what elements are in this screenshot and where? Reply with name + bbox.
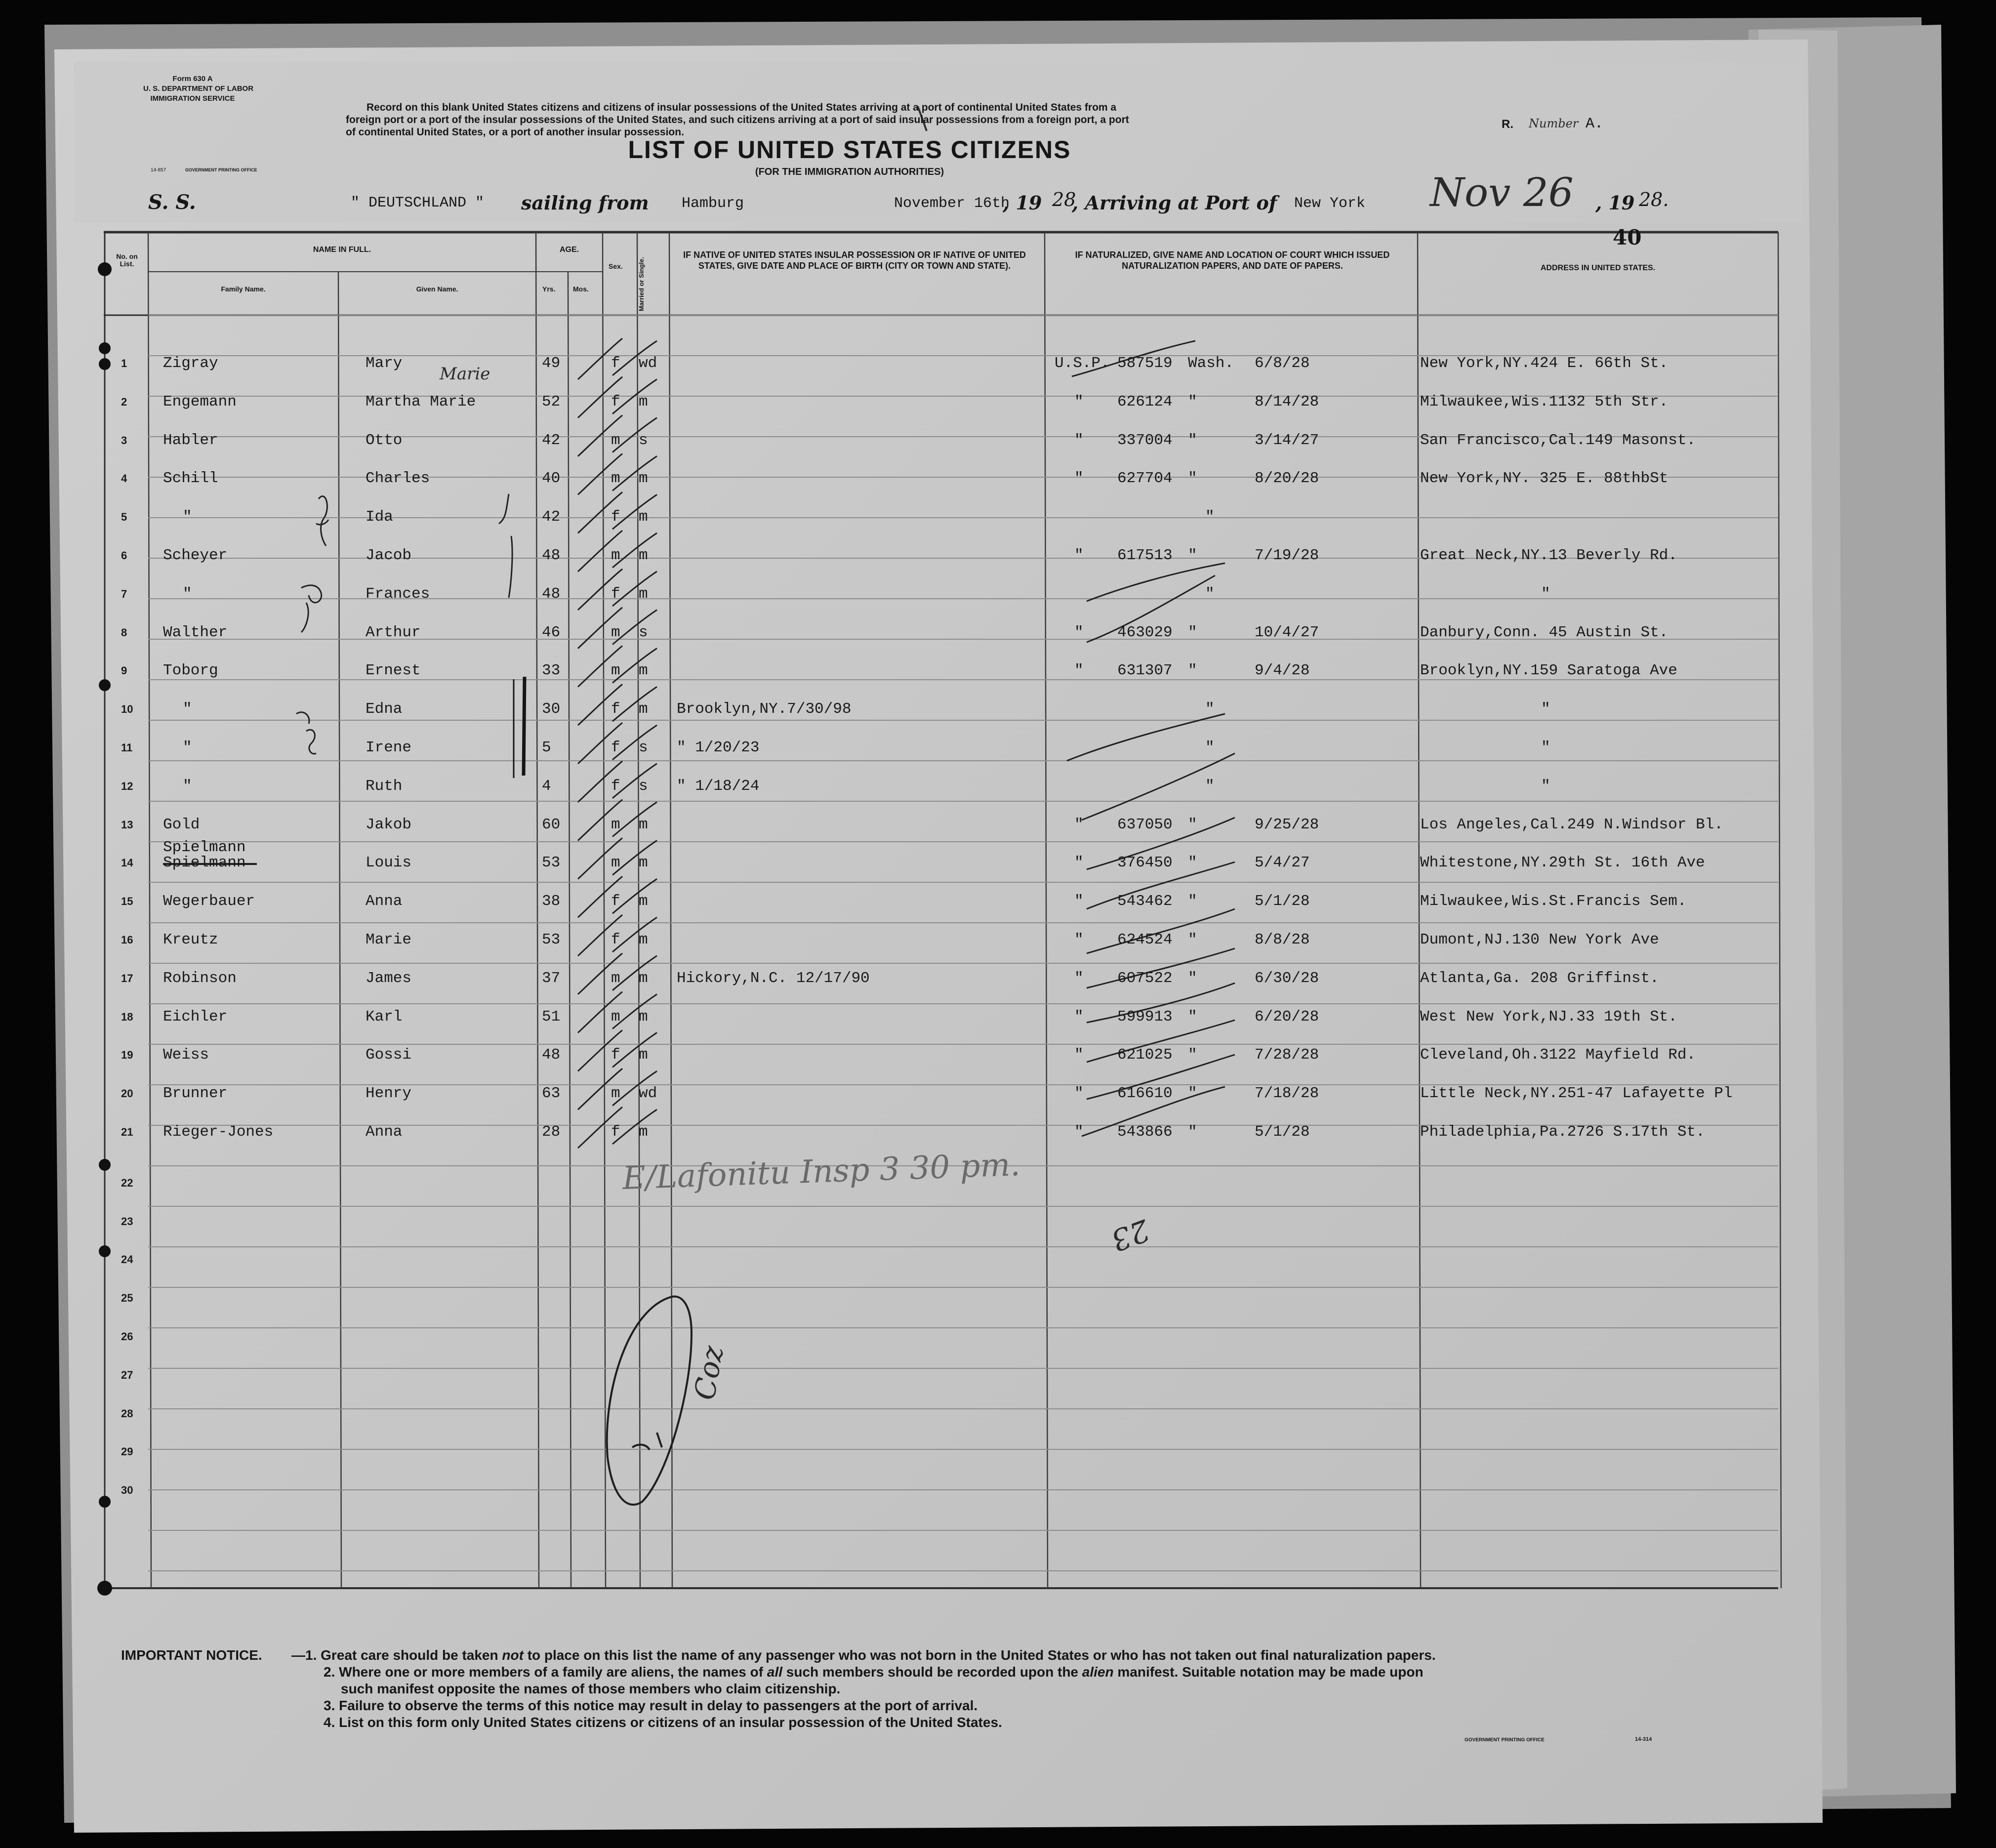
cell-family: Robinson (163, 969, 237, 987)
cell-address: Milwaukee,Wis.1132 5th Str. (1420, 393, 1669, 411)
cell-family: Habler (163, 431, 218, 449)
cell-given: Anna (366, 893, 403, 910)
footer-code: 14-314 (1635, 1736, 1652, 1742)
empty-row-number: 25 (121, 1292, 133, 1305)
cell-date: 8/8/28 (1255, 931, 1310, 948)
circle-mark-text: Coz (687, 1343, 730, 1402)
number-label: Number (1529, 117, 1579, 130)
cell-date: 5/1/28 (1255, 893, 1310, 910)
cell-given: Henry (366, 1085, 412, 1103)
cell-date: 9/4/28 (1255, 662, 1310, 680)
cell-birth: " 1/18/24 (677, 777, 760, 795)
cell-cert: " (1205, 739, 1215, 756)
cell-court: " (1074, 1085, 1084, 1103)
cell-family: " (183, 777, 192, 795)
cell-given: Frances (366, 585, 430, 603)
cell-family: Wegerbauer (163, 893, 255, 910)
notice-item (324, 1665, 1424, 1679)
cell-given: Ida (366, 508, 393, 526)
cell-family: Gold (163, 816, 200, 833)
notice-text: manifest. Suitable notation may be made upon (1113, 1664, 1424, 1680)
cell-age: 52 (542, 393, 561, 411)
cell-court2: " (1188, 1123, 1197, 1141)
cell-date: 6/8/28 (1255, 355, 1310, 372)
cell-ms: m (639, 585, 648, 603)
cell-family: Brunner (163, 1085, 228, 1103)
cell-sex: m (611, 1085, 620, 1103)
cell-given: Mary (366, 355, 403, 372)
cell-age: 5 (542, 739, 551, 756)
cell-address: Milwaukee,Wis.St.Francis Sem. (1420, 893, 1687, 910)
cell-court2: " (1188, 893, 1197, 910)
cell-date: 9/25/28 (1255, 816, 1319, 833)
footer-printing-office: GOVERNMENT PRINTING OFFICE (1465, 1737, 1545, 1743)
cell-ms: m (639, 969, 648, 987)
row-number: 7 (121, 587, 127, 600)
cell-given: James (366, 969, 412, 987)
notice-item-number: 2. (324, 1664, 339, 1680)
cell-sex: m (611, 623, 620, 641)
cell-cert: 587519 (1117, 355, 1173, 372)
cell-family: Schill (163, 470, 218, 488)
year-prefix-2: , 19 (1595, 192, 1635, 214)
cell-court2: " (1188, 662, 1197, 680)
page-number: 40 (1613, 225, 1642, 249)
year-suffix-1: 28 (1052, 189, 1076, 210)
cell-ms: s (639, 739, 648, 756)
cell-age: 40 (542, 470, 561, 488)
cell-age: 37 (542, 969, 561, 987)
col-mos: Mos. (573, 285, 589, 293)
cell-address: Dumont,NJ.130 New York Ave (1420, 931, 1659, 948)
instruction-text: Record on this blank United States citizens and citizens of insular possessions of the United States arriving at a port of continental United States from a foreign port or a port of the insular possessions of the United States, and such citizens arriving at a port of said insular possessions from a foreign port, a port of continental United States, or a port of another insular possession. (346, 102, 1129, 138)
empty-row-number: 22 (121, 1176, 133, 1189)
row-number: 20 (121, 1087, 133, 1100)
cell-family: Eichler (163, 1008, 228, 1026)
cell-cert: 616610 (1117, 1085, 1173, 1103)
cell-sex: f (611, 355, 620, 372)
empty-row-number: 26 (121, 1330, 133, 1343)
cell-sex: m (611, 470, 620, 488)
cell-age: 51 (542, 1008, 561, 1026)
cell-given: Irene (366, 739, 412, 756)
cell-family: Weiss (163, 1046, 209, 1064)
col-address: ADDRESS IN UNITED STATES. (1540, 264, 1656, 272)
cell-ms: m (639, 547, 648, 564)
cell-birth: " 1/20/23 (677, 739, 760, 756)
cell-court2: " (1188, 623, 1197, 641)
notice-item (341, 1682, 840, 1696)
cell-ms: wd (639, 355, 657, 372)
notice-text: all (767, 1664, 783, 1680)
cell-court: " (1074, 1008, 1084, 1026)
cell-age: 4 (542, 777, 551, 795)
cell-sex: f (611, 700, 620, 718)
cell-court2: " (1188, 547, 1197, 564)
cell-given: Ernest (366, 662, 421, 680)
cell-cert: 376450 (1117, 854, 1173, 872)
sailing-label: sailing from (521, 192, 649, 214)
cell-family: Spielmann (163, 854, 246, 872)
cell-sex: f (611, 1123, 620, 1141)
cell-given: Jacob (366, 547, 412, 564)
year-prefix-1: , 19 (1003, 192, 1042, 214)
cell-given: Jakob (366, 816, 412, 833)
department-label: U. S. DEPARTMENT OF LABOR (143, 84, 254, 93)
cell-court2: " (1188, 854, 1197, 872)
cell-sex: m (611, 969, 620, 987)
cell-address: New York,NY. 325 E. 88thbSt (1420, 470, 1669, 488)
cell-court: " (1074, 623, 1084, 641)
cell-sex: f (611, 777, 620, 795)
row-number: 15 (121, 895, 133, 908)
cell-sex: f (611, 508, 620, 526)
cell-date: 5/4/27 (1255, 854, 1310, 872)
cell-court: " (1074, 1123, 1084, 1141)
row-number: 9 (121, 664, 127, 677)
cell-ms: m (639, 1008, 648, 1026)
cell-address: New York,NY.424 E. 66th St. (1420, 355, 1669, 372)
cell-cert: 599913 (1117, 1008, 1173, 1026)
cell-date: 5/1/28 (1255, 1123, 1310, 1141)
cell-cert: 637050 (1117, 816, 1173, 833)
notice-text: alien (1082, 1664, 1114, 1680)
cell-court2: " (1205, 585, 1215, 603)
cell-given: Edna (366, 700, 403, 718)
cell-address: Danbury,Conn. 45 Austin St. (1420, 623, 1669, 641)
cell-ms: s (639, 777, 648, 795)
cell-sex: f (611, 931, 620, 948)
col-family-name: Family Name. (221, 285, 266, 293)
cell-court2: " (1188, 431, 1197, 449)
cell-age: 63 (542, 1085, 561, 1103)
cell-family: Zigray (163, 355, 218, 372)
cell-ms: s (639, 623, 648, 641)
cell-court2: " (1188, 1008, 1197, 1026)
cell-family: Rieger-Jones (163, 1123, 274, 1141)
cell-cert: 631307 (1117, 662, 1173, 680)
notice-item (291, 1648, 1436, 1662)
cell-family: Walther (163, 623, 228, 641)
cell-court2: " (1188, 931, 1197, 948)
cell-age: 53 (542, 854, 561, 872)
cell-family: " (183, 739, 192, 756)
col-age: AGE. (559, 246, 579, 254)
cell-cert: 624524 (1117, 931, 1173, 948)
cell-court: " (1074, 1046, 1084, 1064)
cell-ms: m (639, 662, 648, 680)
cell-address: " (1541, 777, 1550, 795)
cell-family: Kreutz (163, 931, 218, 948)
row-number: 10 (121, 703, 133, 716)
cell-given: Charles (366, 470, 430, 488)
cell-court: " (1074, 431, 1084, 449)
cell-cert: 463029 (1117, 623, 1173, 641)
cell-date: 3/14/27 (1255, 431, 1319, 449)
cell-family: " (183, 700, 192, 718)
row-number: 17 (121, 972, 133, 985)
cell-court: " (1074, 547, 1084, 564)
inspector-note: E/Lafonitu Insp 3 30 pm. (621, 1146, 1021, 1197)
cell-address: Philadelphia,Pa.2726 S.17th St. (1420, 1123, 1705, 1141)
cell-court: " (1074, 893, 1084, 910)
cell-ms: m (639, 700, 648, 718)
empty-row-number: 23 (121, 1215, 133, 1228)
cell-date: 10/4/27 (1255, 623, 1319, 641)
row-number: 11 (121, 741, 133, 754)
notice-item (324, 1716, 1002, 1729)
cell-date: 7/19/28 (1255, 547, 1319, 564)
cell-ms: m (639, 816, 648, 833)
cell-court2: " (1205, 508, 1215, 526)
cell-ms: m (639, 931, 648, 948)
arrival-port: New York (1294, 195, 1366, 212)
row-number: 14 (121, 857, 133, 869)
ship-name: " DEUTSCHLAND " (351, 195, 485, 211)
notice-text: to place on this list the name of any passenger who was not born in the United States or who has not taken out final naturalization papers. (523, 1647, 1436, 1663)
row-number: 16 (121, 934, 133, 946)
row-number: 21 (121, 1126, 133, 1138)
cell-court2: " (1188, 1046, 1197, 1064)
cell-given: Gossi (366, 1046, 412, 1064)
cell-date: 7/28/28 (1255, 1046, 1319, 1064)
cell-court: " (1074, 470, 1084, 488)
row-number: 13 (121, 818, 133, 831)
cell-ms: wd (639, 1085, 657, 1103)
cell-court: " (1074, 662, 1084, 680)
cell-sex: m (611, 816, 620, 833)
col-sex: Sex. (609, 262, 623, 270)
empty-row-number: 24 (121, 1253, 133, 1266)
notice-item-number: —1. (291, 1647, 321, 1663)
cell-age: 42 (542, 508, 561, 526)
cell-given: Karl (366, 1008, 403, 1026)
cell-sex: f (611, 393, 620, 411)
row-number: 5 (121, 511, 127, 524)
r-label: R. (1502, 118, 1513, 131)
cell-ms: m (639, 508, 648, 526)
cell-court2: " (1188, 470, 1197, 488)
cell-address: Atlanta,Ga. 208 Griffinst. (1420, 969, 1659, 987)
notice-text: Where one or more members of a family are aliens, the names of (339, 1664, 767, 1680)
sailing-date: November 16th (894, 195, 1010, 212)
cell-cert: 627704 (1117, 470, 1173, 488)
notice-text: not (502, 1647, 524, 1663)
cell-age: 38 (542, 893, 561, 910)
cell-ms: m (639, 1046, 648, 1064)
cell-address: Los Angeles,Cal.249 N.Windsor Bl. (1420, 816, 1723, 833)
cell-address: West New York,NJ.33 19th St. (1420, 1008, 1677, 1026)
cell-court: " (1074, 854, 1084, 872)
form-code: 14-857 (151, 167, 166, 173)
notice-title: IMPORTANT NOTICE. (121, 1647, 262, 1663)
cell-given: Louis (366, 854, 412, 872)
cell-family: " (183, 508, 192, 526)
row-number: 3 (121, 434, 127, 447)
cell-court2: " (1188, 1085, 1197, 1103)
row-number: 1 (121, 357, 127, 370)
cell-age: 33 (542, 662, 561, 680)
cell-age: 28 (542, 1123, 561, 1141)
ss-label: S. S. (148, 191, 196, 214)
cell-birth: Hickory,N.C. 12/17/90 (677, 969, 870, 987)
cell-address: San Francisco,Cal.149 Masonst. (1420, 431, 1696, 449)
cell-sex: f (611, 585, 620, 603)
cell-cert: " (1205, 777, 1215, 795)
cell-ms: m (639, 893, 648, 910)
cell-age: 48 (542, 585, 561, 603)
notice-item-number: 3. (324, 1698, 339, 1713)
row-number: 19 (121, 1049, 133, 1062)
cell-ms: s (639, 431, 648, 449)
cell-sex: m (611, 854, 620, 872)
cell-date: 8/20/28 (1255, 470, 1319, 488)
cell-given: Marie (366, 931, 412, 948)
cell-cert: 543462 (1117, 893, 1173, 910)
notice-item-number: 4. (324, 1715, 339, 1730)
arriving-label: , Arriving at Port of (1072, 192, 1277, 214)
row-number: 12 (121, 780, 133, 792)
cell-sex: f (611, 739, 620, 756)
notice-item (324, 1699, 978, 1713)
col-no-on-list: No. on List. (116, 252, 138, 268)
cell-date: 7/18/28 (1255, 1085, 1319, 1103)
row-number: 6 (121, 549, 127, 562)
row-number: 8 (121, 626, 127, 639)
cell-address: Cleveland,Oh.3122 Mayfield Rd. (1420, 1046, 1696, 1064)
row-number: 4 (121, 472, 127, 485)
arrival-date: Nov 26 (1430, 169, 1574, 215)
cell-address: Brooklyn,NY.159 Saratoga Ave (1420, 662, 1677, 680)
cell-cert: 621025 (1117, 1046, 1173, 1064)
col-naturalization: IF NATURALIZED, GIVE NAME AND LOCATION OF COURT WHICH ISSUED NATURALIZATION PAPERS, AND DATE OF PAPERS. (1075, 250, 1390, 271)
cell-cert: 626124 (1117, 393, 1173, 411)
cell-sex: m (611, 547, 620, 564)
col-given-name: Given Name. (416, 285, 458, 293)
cell-date: 8/14/28 (1255, 393, 1319, 411)
notice-text: Great care should be taken (321, 1647, 502, 1663)
number-value: A. (1586, 116, 1604, 132)
notice-text: Failure to observe the terms of this notice may result in delay to passengers at the port of arrival. (339, 1698, 978, 1713)
cell-court2: " (1188, 393, 1197, 411)
cell-cert: 543866 (1117, 1123, 1173, 1141)
cell-date: 6/20/28 (1255, 1008, 1319, 1026)
cell-family: Scheyer (163, 547, 228, 564)
col-yrs: Yrs. (542, 285, 556, 293)
year-suffix-2: 28. (1639, 189, 1669, 210)
cell-address: Little Neck,NY.251-47 Lafayette Pl (1420, 1085, 1733, 1103)
cell-age: 48 (542, 1046, 561, 1064)
col-married-single: Married or Single. (638, 257, 645, 311)
cell-court2: " (1188, 969, 1197, 987)
notice-text: such members should be recorded upon the (782, 1664, 1082, 1680)
cell-age: 46 (542, 623, 561, 641)
cell-sex: m (611, 662, 620, 680)
cell-age: 60 (542, 816, 561, 833)
cell-address: Great Neck,NY.13 Beverly Rd. (1420, 547, 1677, 564)
cell-ms: m (639, 854, 648, 872)
empty-row-number: 30 (121, 1484, 133, 1497)
cell-age: 49 (542, 355, 561, 372)
cell-age: 30 (542, 700, 561, 718)
cell-court: " (1074, 816, 1084, 833)
cell-age: 48 (542, 547, 561, 564)
cell-given: Ruth (366, 777, 403, 795)
empty-row-number: 28 (121, 1407, 133, 1420)
cell-sex: m (611, 431, 620, 449)
empty-row-number: 29 (121, 1445, 133, 1458)
cell-birth: Brooklyn,NY.7/30/98 (677, 700, 852, 718)
row-number: 2 (121, 395, 127, 408)
cell-family: Engemann (163, 393, 237, 411)
cell-sex: f (611, 893, 620, 910)
empty-row-number: 27 (121, 1368, 133, 1381)
col-native-birth: IF NATIVE OF UNITED STATES INSULAR POSSESSION OR IF NATIVE OF UNITED STATES, GIVE DATE AND PLACE OF BIRTH (CITY OR TOWN AND STATE). (683, 250, 1026, 271)
cell-ms: m (639, 393, 648, 411)
cell-court: " (1074, 931, 1084, 948)
form-number: Form 630 A (172, 75, 213, 83)
cell-age: 53 (542, 931, 561, 948)
cell-sex: m (611, 1008, 620, 1026)
notice-text: List on this form only United States citizens or citizens of an insular possession of the United States. (339, 1715, 1002, 1730)
cell-given: Anna (366, 1123, 403, 1141)
notice-text: such manifest opposite the names of those members who claim citizenship. (341, 1681, 841, 1696)
cell-address: " (1541, 739, 1550, 756)
sailing-port: Hamburg (682, 195, 744, 212)
cell-court: " (1074, 393, 1084, 411)
cell-age: 42 (542, 431, 561, 449)
col-name-in-full: NAME IN FULL. (313, 246, 371, 254)
cell-cert: 337004 (1117, 431, 1173, 449)
form-printing-office: GOVERNMENT PRINTING OFFICE (185, 167, 257, 172)
row-number: 18 (121, 1010, 133, 1023)
cell-court2: Wash. (1188, 355, 1234, 372)
annotation-number: 23 (1106, 1212, 1154, 1258)
cell-ms: m (639, 470, 648, 488)
cell-cert: 617513 (1117, 547, 1173, 564)
cell-court2: " (1188, 816, 1197, 833)
cell-date: 6/30/28 (1255, 969, 1319, 987)
service-label: IMMIGRATION SERVICE (150, 94, 235, 103)
page-subtitle: (FOR THE IMMIGRATION AUTHORITIES) (755, 166, 944, 177)
cell-family: Toborg (163, 662, 218, 680)
cell-cert: 607522 (1117, 969, 1173, 987)
cell-court: U.S.P. (1055, 355, 1110, 372)
cell-family: " (183, 585, 192, 603)
cell-cert: " (1205, 700, 1215, 718)
cell-given: Arthur (366, 623, 421, 641)
cell-given: Martha Marie (366, 393, 476, 411)
annotation-marie: Marie (440, 364, 490, 384)
cell-given: Otto (366, 431, 403, 449)
page-title: LIST OF UNITED STATES CITIZENS (628, 136, 1071, 164)
cell-address: Whitestone,NY.29th St. 16th Ave (1420, 854, 1705, 872)
cell-address: " (1541, 700, 1550, 718)
struck-family-name: Spielmann (163, 839, 246, 856)
cell-sex: f (611, 1046, 620, 1064)
cell-ms: m (639, 1123, 648, 1141)
cell-court: " (1074, 969, 1084, 987)
cell-address: " (1541, 585, 1550, 603)
